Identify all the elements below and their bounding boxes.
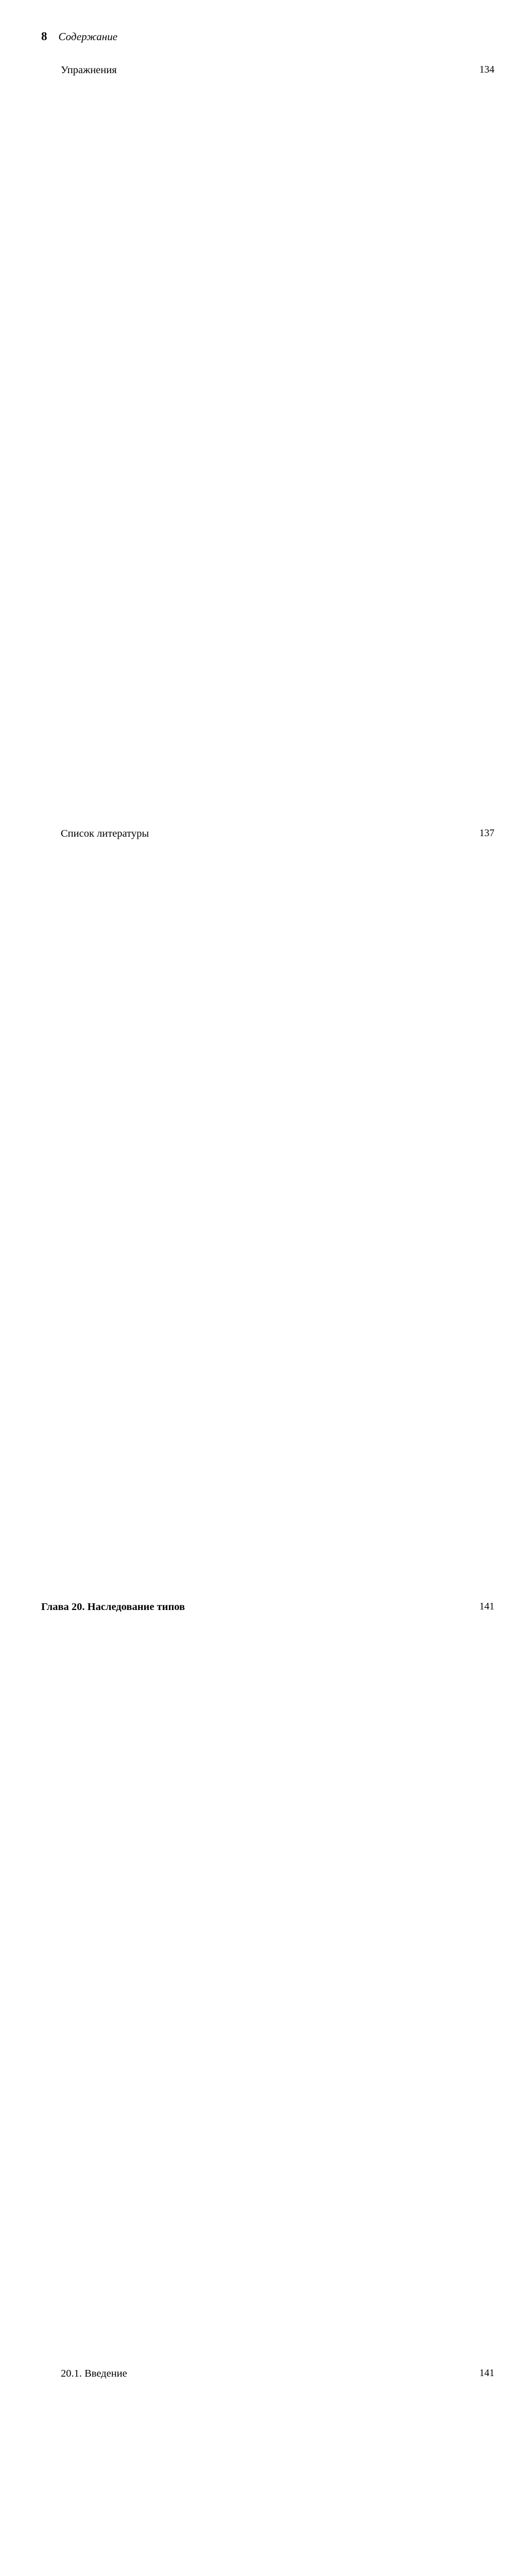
toc-entry-page: 134 — [479, 64, 494, 75]
toc-entry-label: Упражнения — [61, 64, 117, 76]
table-of-contents — [41, 65, 494, 2576]
toc-entry-row[interactable] — [41, 828, 494, 1588]
header-title: Содержание — [58, 30, 118, 43]
toc-entry-row[interactable] — [41, 65, 494, 825]
toc-entry-label: Список литературы — [61, 828, 149, 839]
toc-chapter-row[interactable] — [41, 1602, 494, 2362]
toc-entry-page: 141 — [479, 2368, 494, 2379]
page-header — [41, 30, 117, 43]
toc-entry-page: 141 — [479, 1601, 494, 1612]
toc-entry-page: 137 — [479, 828, 494, 839]
page-number: 8 — [41, 30, 47, 43]
toc-entry-row[interactable] — [41, 2368, 494, 2576]
toc-entry-label: Глава 20. Наследование типов — [41, 1601, 185, 1613]
toc-entry-label: 20.1. Введение — [61, 2368, 127, 2379]
